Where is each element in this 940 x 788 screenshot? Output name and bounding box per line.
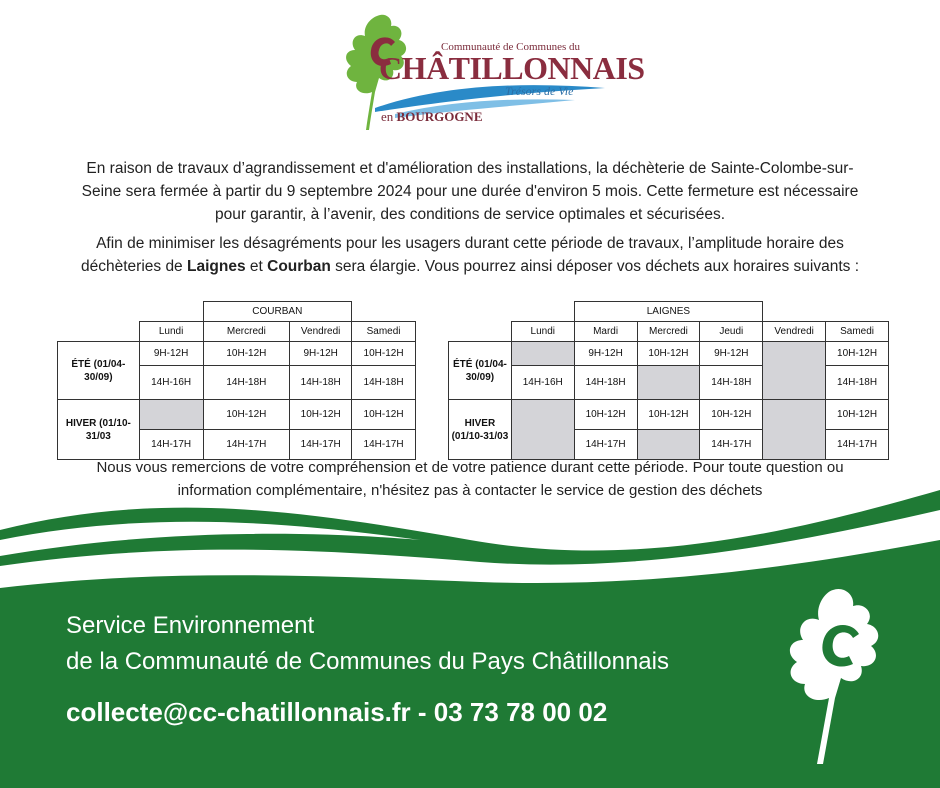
courban-title: COURBAN [203, 302, 352, 322]
laignes-day: Mardi [574, 322, 637, 342]
laignes-closed-cell [511, 342, 574, 366]
laignes-cell: 9H-12H [574, 342, 637, 366]
laignes-day: Samedi [826, 322, 889, 342]
laignes-hiver-label: HIVER (01/10-31/03 [449, 400, 512, 460]
laignes-cell: 14H-18H [700, 366, 763, 400]
courban-day: Samedi [352, 322, 416, 342]
laignes-title: LAIGNES [574, 302, 763, 322]
laignes-closed-cell [763, 400, 826, 460]
courban-cell: 9H-12H [139, 342, 203, 366]
courban-closed-cell [139, 400, 203, 430]
courban-hiver-label: HIVER (01/10-31/03 [58, 400, 140, 460]
laignes-cell: 14H-16H [511, 366, 574, 400]
logo-subtitle: Communauté de Communes du [441, 41, 581, 53]
laignes-cell: 14H-17H [700, 430, 763, 460]
laignes-cell: 10H-12H [574, 400, 637, 430]
laignes-name: Laignes [187, 258, 246, 275]
laignes-cell: 10H-12H [637, 400, 700, 430]
laignes-closed-cell [763, 342, 826, 400]
logo-name: CHÂTILLONNAIS [379, 50, 645, 86]
courban-cell: 14H-18H [203, 366, 290, 400]
courban-cell: 14H-18H [290, 366, 352, 400]
laignes-closed-cell [511, 400, 574, 460]
laignes-closed-cell [637, 430, 700, 460]
courban-cell: 14H-17H [290, 430, 352, 460]
courban-day: Mercredi [203, 322, 290, 342]
footer-note: Nous vous remercions de votre compréhension et de votre patience durant cette période. Pour toute question ou information complémentaire, n'hésitez pas à contacter le service de gestion des déchets [96, 459, 844, 499]
contact-info: collecte@cc-chatillonnais.fr - 03 73 78 00 02 [66, 697, 608, 727]
courban-cell: 10H-12H [290, 400, 352, 430]
courban-cell: 14H-18H [352, 366, 416, 400]
laignes-cell: 14H-18H [826, 366, 889, 400]
courban-cell: 10H-12H [352, 400, 416, 430]
courban-schedule-table [57, 301, 416, 460]
laignes-closed-cell [637, 366, 700, 400]
courban-day: Vendredi [290, 322, 352, 342]
white-oak-leaf-icon [775, 586, 895, 768]
courban-cell: 14H-17H [139, 430, 203, 460]
laignes-cell: 10H-12H [826, 342, 889, 366]
courban-cell: 14H-16H [139, 366, 203, 400]
courban-cell: 9H-12H [290, 342, 352, 366]
courban-name: Courban [267, 258, 331, 275]
courban-day: Lundi [139, 322, 203, 342]
logo-region: en BOURGOGNE [381, 109, 483, 124]
courban-cell: 14H-17H [203, 430, 290, 460]
laignes-cell: 10H-12H [826, 400, 889, 430]
intro-paragraph-2: Afin de minimiser les désagréments pour les usagers durant cette période de travaux, l’amplitude horaire des déchèteries de Laignes et Courban sera élargie. Vous pourrez ainsi déposer vos déchets aux horaires suivants : [81, 235, 859, 275]
logo [335, 12, 645, 134]
laignes-cell: 10H-12H [700, 400, 763, 430]
laignes-day: Vendredi [763, 322, 826, 342]
laignes-cell: 10H-12H [637, 342, 700, 366]
courban-cell: 10H-12H [203, 400, 290, 430]
laignes-ete-label: ÉTÉ (01/04-30/09) [449, 342, 512, 400]
laignes-cell: 14H-18H [574, 366, 637, 400]
laignes-day: Lundi [511, 322, 574, 342]
courban-cell: 10H-12H [203, 342, 290, 366]
service-line-1: Service Environnement [66, 612, 315, 639]
laignes-cell: 14H-17H [826, 430, 889, 460]
service-line-2: de la Communauté de Communes du Pays Châtillonnais [66, 648, 669, 675]
laignes-day: Jeudi [700, 322, 763, 342]
laignes-schedule-table [448, 301, 889, 460]
laignes-cell: 9H-12H [700, 342, 763, 366]
laignes-cell: 14H-17H [574, 430, 637, 460]
courban-cell: 14H-17H [352, 430, 416, 460]
courban-cell: 10H-12H [352, 342, 416, 366]
intro-paragraph-1: En raison de travaux d’agrandissement et d'amélioration des installations, la déchèterie de Sainte-Colombe-sur-Seine sera fermée à partir du 9 septembre 2024 pour une durée d'environ 5 mois. Cette fermeture est nécessaire pour garantir, à l’avenir, des conditions de service optimales et sécurisées. [81, 160, 859, 223]
courban-ete-label: ÉTÉ (01/04-30/09) [58, 342, 140, 400]
laignes-day: Mercredi [637, 322, 700, 342]
logo-tagline: Trésors de Vie [505, 84, 574, 98]
